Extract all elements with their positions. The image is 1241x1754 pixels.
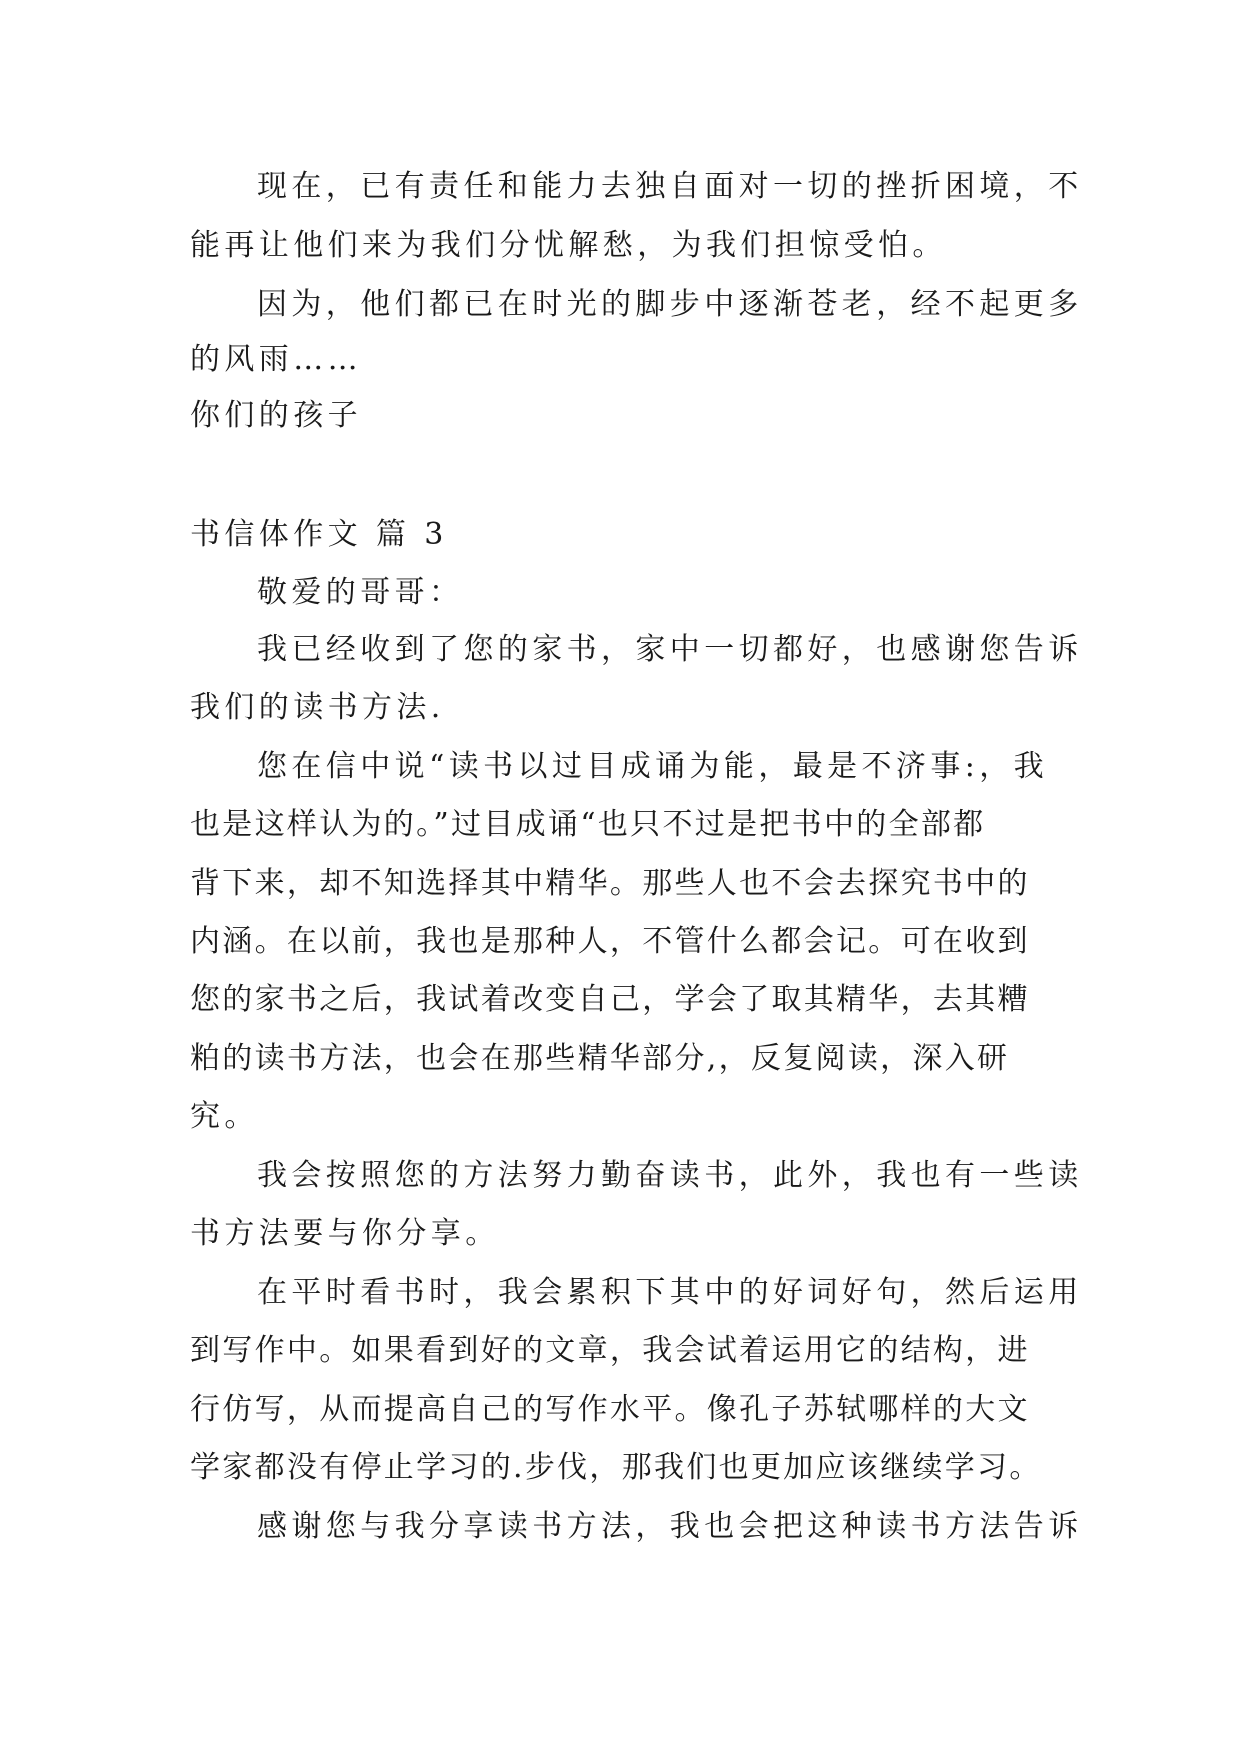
section-heading: 书信体作文 篇 3 (190, 517, 448, 552)
paragraph-line: 现在，已有责任和能力去独自面对一切的挫折困境，不 (257, 169, 1083, 204)
paragraph-line: 我会按照您的方法努力勤奋读书，此外，我也有一些读 (257, 1158, 1083, 1193)
paragraph-line: 我们的读书方法. (190, 690, 445, 725)
paragraph-line: 行仿写，从而提高自己的写作水平。像孔子苏轼哪样的大文 (190, 1392, 1030, 1427)
salutation-line: 敬爱的哥哥： (257, 575, 464, 610)
paragraph-line: 您的家书之后，我试着改变自己，学会了取其精华，去其糟 (190, 982, 1030, 1017)
paragraph-line: 内涵。在以前，我也是那种人，不管什么都会记。可在收到 (190, 924, 1030, 959)
paragraph-line: 您在信中说“读书以过目成诵为能，最是不济事:，我 (257, 749, 1049, 784)
paragraph-line: 能再让他们来为我们分忧解愁，为我们担惊受怕。 (190, 228, 947, 263)
paragraph-line: 在平时看书时，我会累积下其中的好词好句，然后运用 (257, 1275, 1083, 1310)
signature-line: 你们的孩子 (190, 398, 362, 433)
paragraph-line: 我已经收到了您的家书，家中一切都好，也感谢您告诉 (257, 632, 1083, 667)
paragraph-line: 因为，他们都已在时光的脚步中逐渐苍老，经不起更多 (257, 287, 1083, 322)
paragraph-line: 到写作中。如果看到好的文章，我会试着运用它的结构，进 (190, 1333, 1030, 1368)
paragraph-line: 学家都没有停止学习的.步伐，那我们也更加应该继续学习。 (190, 1450, 1042, 1485)
paragraph-line: 感谢您与我分享读书方法，我也会把这种读书方法告诉 (257, 1509, 1083, 1544)
paragraph-line: 也是这样认为的。”过目成诵“也只不过是把书中的全部都 (190, 807, 986, 842)
paragraph-line: 究。 (190, 1099, 259, 1134)
paragraph-line: 粕的读书方法，也会在那些精华部分,，反复阅读，深入研 (190, 1041, 1010, 1076)
paragraph-line: 的风雨…… (190, 342, 362, 377)
paragraph-line: 书方法要与你分享。 (190, 1216, 500, 1251)
paragraph-line: 背下来，却不知选择其中精华。那些人也不会去探究书中的 (190, 866, 1030, 901)
